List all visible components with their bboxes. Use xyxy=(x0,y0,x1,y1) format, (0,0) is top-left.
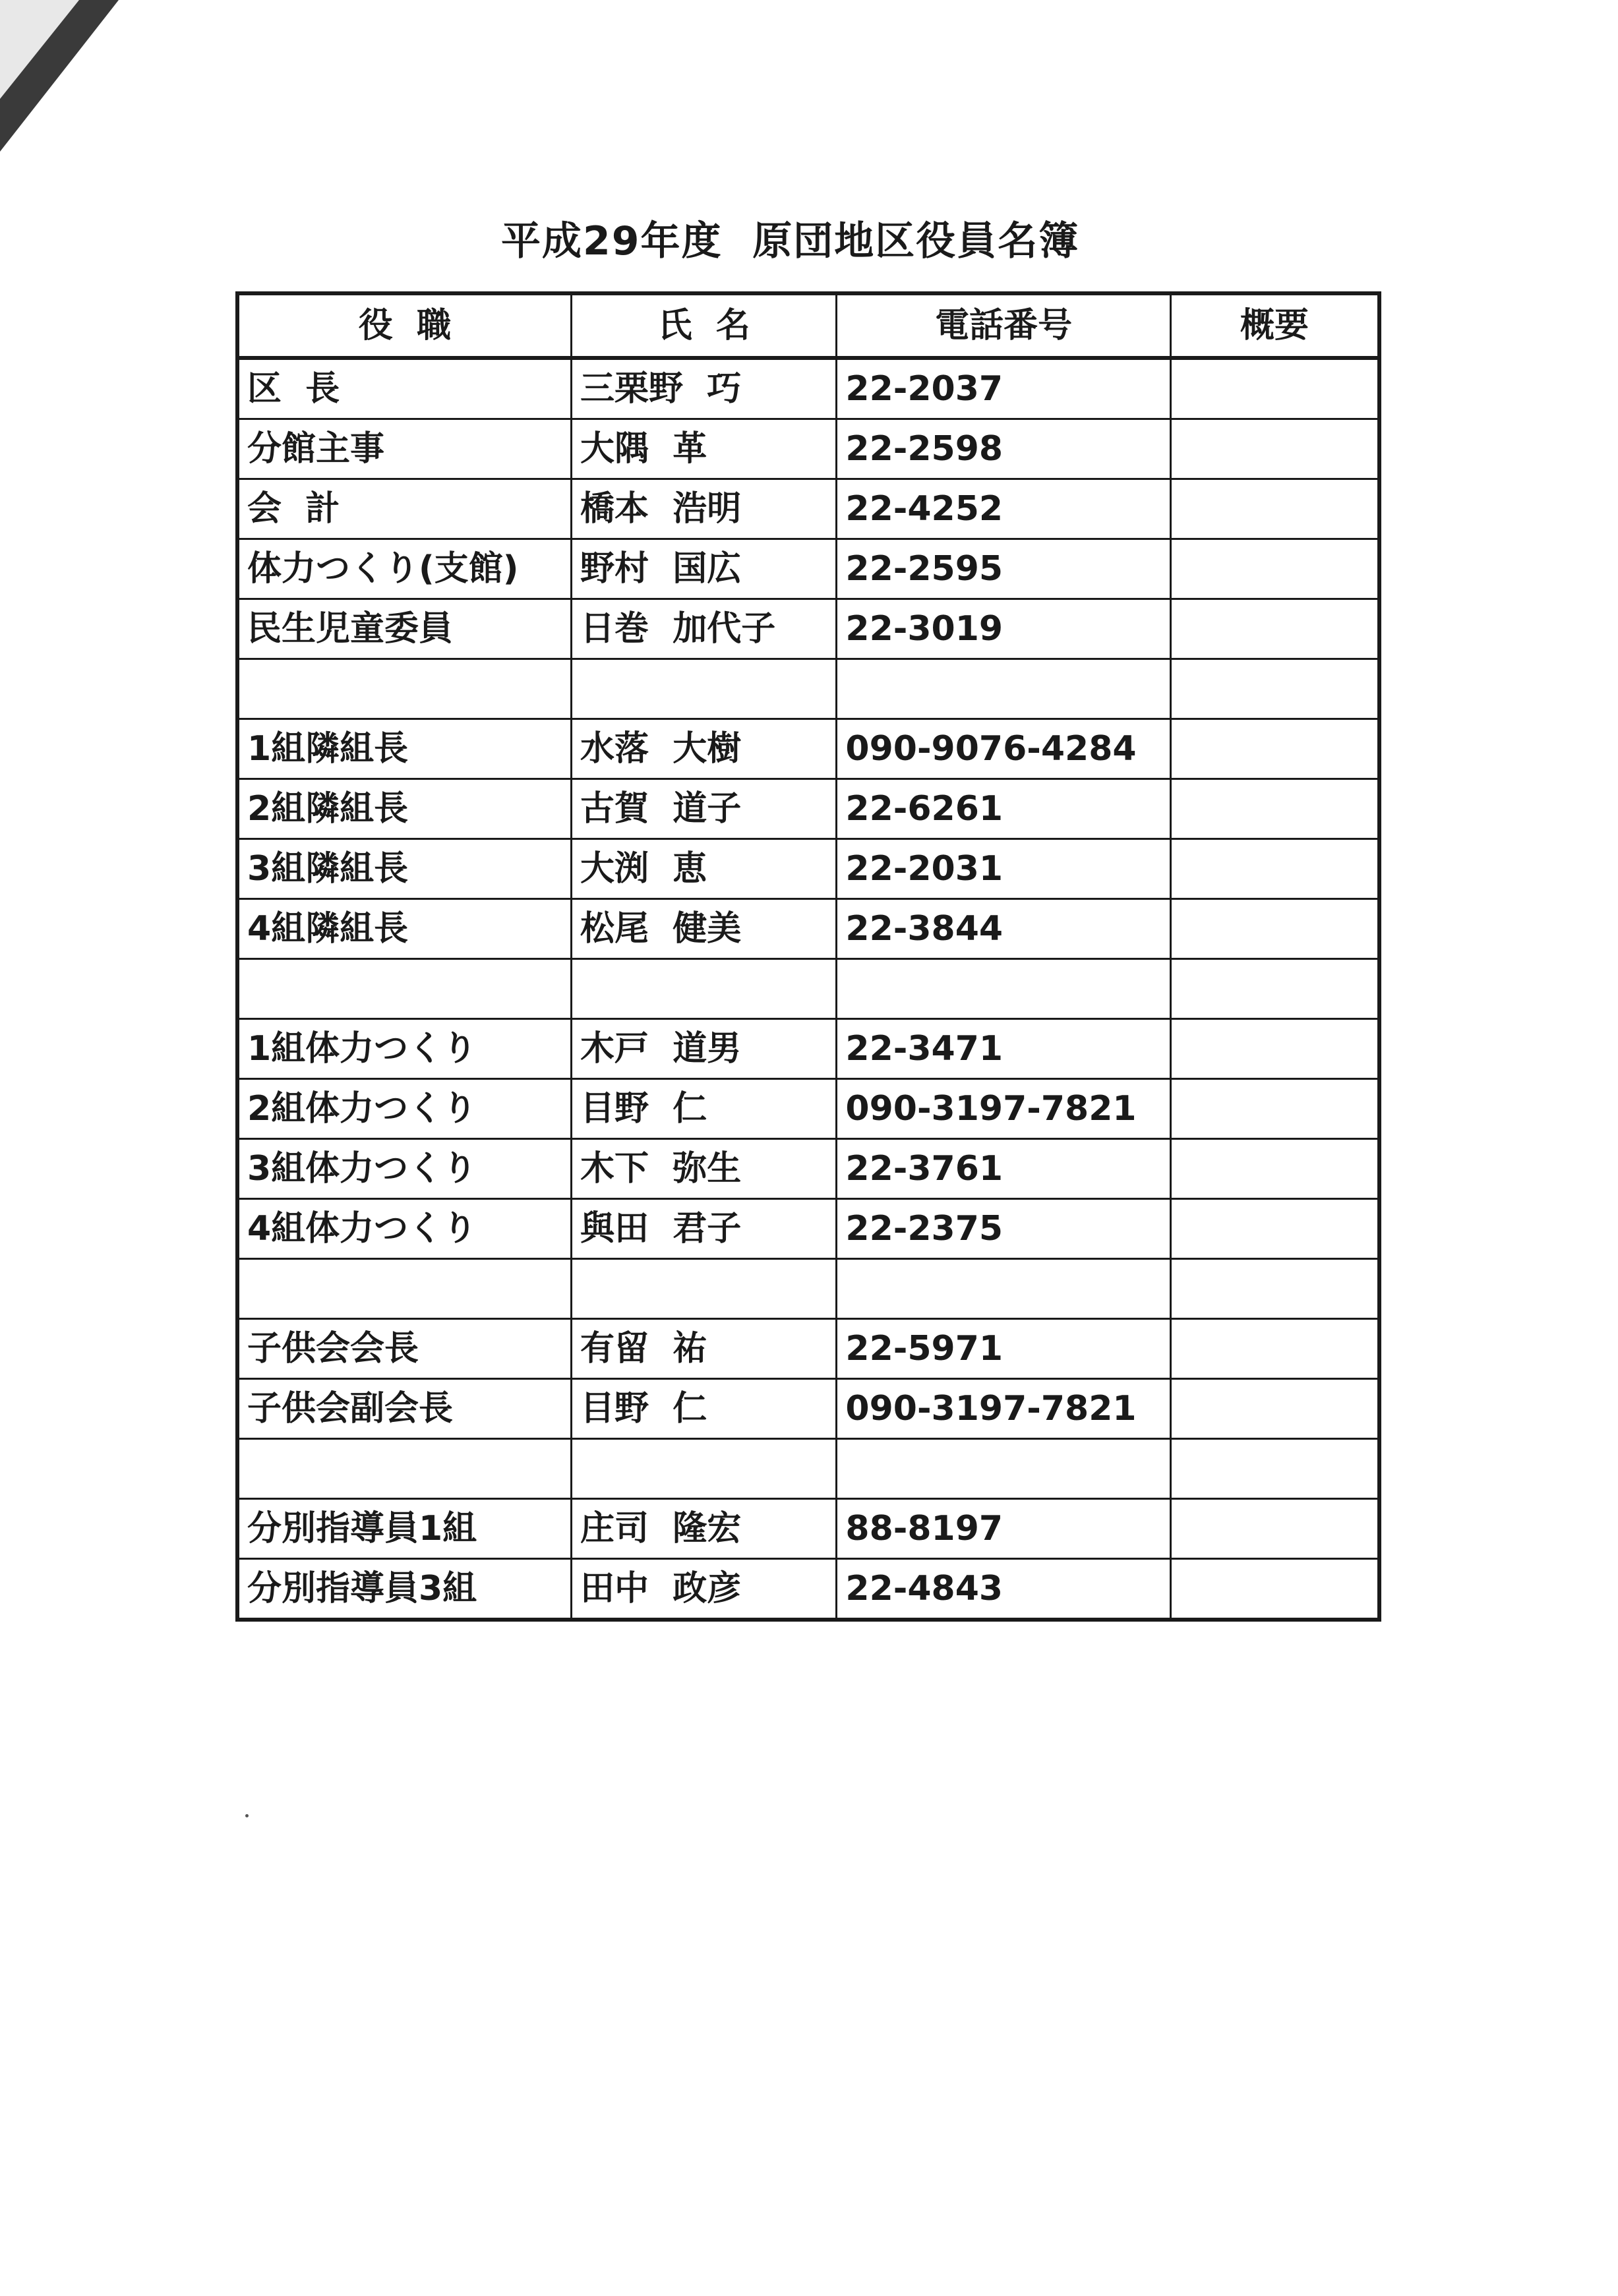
cell-phone: 22-6261 xyxy=(837,779,1171,839)
cell-note xyxy=(1170,1379,1379,1439)
cell-note xyxy=(1170,1319,1379,1379)
cell-role: 2組体力つくり xyxy=(237,1079,572,1139)
cell-phone: 22-2375 xyxy=(837,1199,1171,1259)
table-row xyxy=(237,659,1379,719)
table-row xyxy=(237,839,1379,899)
table-row xyxy=(237,419,1379,479)
cell-note xyxy=(1170,479,1379,539)
cell-name: 水落 大樹 xyxy=(572,719,837,779)
table-row xyxy=(237,1379,1379,1439)
cell-role: 区 長 xyxy=(237,358,572,419)
cell-name: 木戸 道男 xyxy=(572,1019,837,1079)
cell-note xyxy=(1170,1439,1379,1499)
cell-role: 会 計 xyxy=(237,479,572,539)
cell-name: 橋本 浩明 xyxy=(572,479,837,539)
cell-phone: 090-9076-4284 xyxy=(837,719,1171,779)
scan-speck xyxy=(245,1814,249,1817)
cell-role: 1組体力つくり xyxy=(237,1019,572,1079)
cell-phone: 22-2031 xyxy=(837,839,1171,899)
cell-name xyxy=(572,1259,837,1319)
header-name: 氏 名 xyxy=(572,293,837,358)
cell-note xyxy=(1170,899,1379,959)
cell-note xyxy=(1170,1019,1379,1079)
cell-role xyxy=(237,659,572,719)
cell-role: 4組隣組長 xyxy=(237,899,572,959)
table-row xyxy=(237,1259,1379,1319)
table-row xyxy=(237,539,1379,599)
cell-phone: 090-3197-7821 xyxy=(837,1079,1171,1139)
header-role: 役 職 xyxy=(237,293,572,358)
cell-role: 1組隣組長 xyxy=(237,719,572,779)
table-body xyxy=(237,358,1379,1620)
header-note: 概要 xyxy=(1170,293,1379,358)
cell-phone: 22-3019 xyxy=(837,599,1171,659)
table-row xyxy=(237,899,1379,959)
cell-phone: 22-2037 xyxy=(837,358,1171,419)
cell-role xyxy=(237,1259,572,1319)
cell-phone: 88-8197 xyxy=(837,1499,1171,1559)
table-row xyxy=(237,1199,1379,1259)
cell-note xyxy=(1170,1079,1379,1139)
cell-note xyxy=(1170,719,1379,779)
cell-note xyxy=(1170,539,1379,599)
cell-phone: 22-2598 xyxy=(837,419,1171,479)
cell-note xyxy=(1170,1139,1379,1199)
cell-name: 庄司 隆宏 xyxy=(572,1499,837,1559)
cell-role: 4組体力つくり xyxy=(237,1199,572,1259)
cell-role: 民生児童委員 xyxy=(237,599,572,659)
cell-name: 松尾 健美 xyxy=(572,899,837,959)
cell-phone: 090-3197-7821 xyxy=(837,1379,1171,1439)
table-row xyxy=(237,719,1379,779)
cell-name: 與田 君子 xyxy=(572,1199,837,1259)
cell-note xyxy=(1170,599,1379,659)
cell-phone: 22-5971 xyxy=(837,1319,1171,1379)
cell-role: 3組隣組長 xyxy=(237,839,572,899)
cell-phone xyxy=(837,659,1171,719)
cell-phone: 22-2595 xyxy=(837,539,1171,599)
cell-phone: 22-3761 xyxy=(837,1139,1171,1199)
table-row xyxy=(237,479,1379,539)
cell-name: 古賀 道子 xyxy=(572,779,837,839)
cell-name: 田中 政彦 xyxy=(572,1559,837,1620)
cell-phone: 22-4252 xyxy=(837,479,1171,539)
cell-role: 子供会副会長 xyxy=(237,1379,572,1439)
cell-note xyxy=(1170,659,1379,719)
cell-name: 日巻 加代子 xyxy=(572,599,837,659)
cell-note xyxy=(1170,839,1379,899)
cell-note xyxy=(1170,1259,1379,1319)
cell-phone xyxy=(837,959,1171,1019)
cell-name: 目野 仁 xyxy=(572,1079,837,1139)
table-row xyxy=(237,1139,1379,1199)
table-row xyxy=(237,1319,1379,1379)
cell-role: 分別指導員1組 xyxy=(237,1499,572,1559)
cell-name: 三栗野 巧 xyxy=(572,358,837,419)
cell-phone xyxy=(837,1259,1171,1319)
cell-role: 2組隣組長 xyxy=(237,779,572,839)
cell-phone xyxy=(837,1439,1171,1499)
cell-phone: 22-4843 xyxy=(837,1559,1171,1620)
table-row xyxy=(237,959,1379,1019)
cell-name: 大隅 革 xyxy=(572,419,837,479)
cell-role: 分館主事 xyxy=(237,419,572,479)
cell-role: 分別指導員3組 xyxy=(237,1559,572,1620)
table-row xyxy=(237,779,1379,839)
cell-phone: 22-3844 xyxy=(837,899,1171,959)
cell-note xyxy=(1170,959,1379,1019)
cell-name: 有留 祐 xyxy=(572,1319,837,1379)
cell-note xyxy=(1170,419,1379,479)
cell-name: 大渕 恵 xyxy=(572,839,837,899)
cell-name xyxy=(572,659,837,719)
table-row xyxy=(237,358,1379,419)
table-row xyxy=(237,599,1379,659)
table-row xyxy=(237,1499,1379,1559)
table-header-row xyxy=(237,293,1379,358)
cell-name xyxy=(572,959,837,1019)
cell-note xyxy=(1170,779,1379,839)
cell-role: 子供会会長 xyxy=(237,1319,572,1379)
cell-name xyxy=(572,1439,837,1499)
cell-name: 木下 弥生 xyxy=(572,1139,837,1199)
cell-role: 体力つくり(支館) xyxy=(237,539,572,599)
cell-note xyxy=(1170,1199,1379,1259)
cell-name: 目野 仁 xyxy=(572,1379,837,1439)
cell-role: 3組体力つくり xyxy=(237,1139,572,1199)
table-row xyxy=(237,1559,1379,1620)
header-phone: 電話番号 xyxy=(837,293,1171,358)
cell-role xyxy=(237,1439,572,1499)
table-row xyxy=(237,1079,1379,1139)
cell-phone: 22-3471 xyxy=(837,1019,1171,1079)
cell-note xyxy=(1170,358,1379,419)
document-title: 平成29年度 原団地区役員名簿 xyxy=(501,218,1080,264)
table-row xyxy=(237,1439,1379,1499)
cell-note xyxy=(1170,1499,1379,1559)
officer-roster-table xyxy=(235,291,1381,1622)
page-corner-fold-highlight xyxy=(0,0,79,99)
cell-note xyxy=(1170,1559,1379,1620)
cell-role xyxy=(237,959,572,1019)
cell-name: 野村 国広 xyxy=(572,539,837,599)
table-row xyxy=(237,1019,1379,1079)
